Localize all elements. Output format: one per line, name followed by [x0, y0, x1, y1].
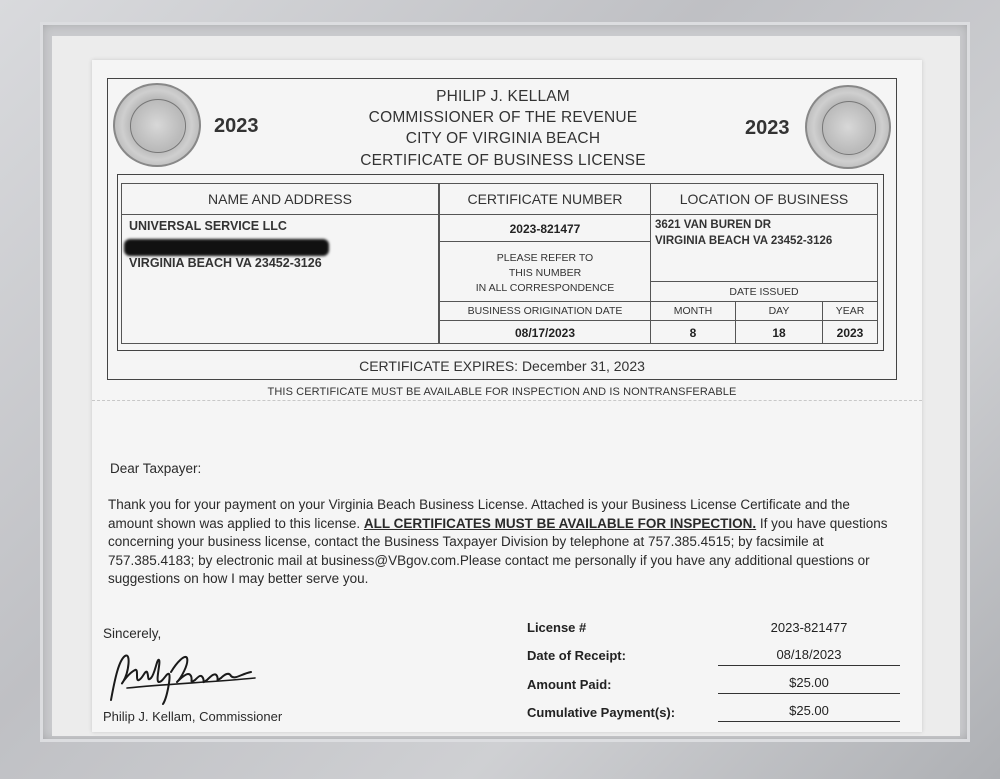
letter-greeting: Dear Taxpayer: [110, 461, 202, 476]
header-commissioner-title: COMMISSIONER OF THE REVENUE [368, 109, 638, 126]
date-of-receipt-label: Date of Receipt: [527, 648, 626, 663]
handwritten-signature-icon [105, 648, 265, 708]
amount-paid-value: $25.00 [789, 675, 829, 690]
letter-body [108, 496, 888, 589]
letter-closing: Sincerely, [103, 626, 162, 641]
header-certificate-title: CERTIFICATE OF BUSINESS LICENSE [360, 152, 646, 169]
license-number-value: 2023-821477 [770, 620, 848, 635]
refer-notice-line1: PLEASE REFER TO [496, 252, 594, 264]
name-address-header: NAME AND ADDRESS [121, 183, 439, 215]
certificate-year-right: 2023 [745, 117, 790, 139]
redacted-street-address [124, 239, 329, 256]
signer-name: Philip J. Kellam, Commissioner [103, 709, 283, 724]
business-name: UNIVERSAL SERVICE LLC [129, 219, 287, 233]
certificate-number-header: CERTIFICATE NUMBER [439, 183, 651, 215]
date-issued-label: DATE ISSUED [650, 281, 878, 302]
origination-date-label: BUSINESS ORIGINATION DATE [439, 301, 651, 321]
origination-date-value: 08/17/2023 [439, 320, 651, 344]
date-issued-year-label: YEAR [822, 301, 878, 321]
date-issued-month: 8 [650, 320, 736, 344]
header-commissioner-name: PHILIP J. KELLAM [436, 88, 570, 105]
certificate-number-value: 2023-821477 [439, 214, 651, 242]
date-issued-month-label: MONTH [650, 301, 736, 321]
license-number-label: License # [527, 620, 587, 635]
date-issued-year: 2023 [822, 320, 878, 344]
location-header: LOCATION OF BUSINESS [650, 183, 878, 215]
header-city: CITY OF VIRGINIA BEACH [405, 130, 601, 147]
location-city-line: VIRGINIA BEACH VA 23452-3126 [655, 235, 833, 247]
refer-notice-line2: THIS NUMBER [508, 267, 582, 279]
certificate-year-left: 2023 [214, 115, 259, 137]
letter-body-part2: If you have questions concerning your business license, contact the Business Taxpayer Division by telephone at 757.385.4515; by facsimile at 757.385.4183; by electronic mail at business@VBgov.com.Please contact me personally if you have any additional questions or suggestions on how I may better serve you. [108, 515, 888, 586]
amount-paid-underline [718, 693, 900, 694]
perforation-line [92, 400, 922, 401]
date-issued-day-label: DAY [735, 301, 823, 321]
letter-body-emphasis: ALL CERTIFICATES MUST BE AVAILABLE FOR INSPECTION. [363, 515, 757, 531]
inspection-notice: THIS CERTIFICATE MUST BE AVAILABLE FOR INSPECTION AND IS NONTRANSFERABLE [267, 386, 737, 398]
cumulative-payment-value: $25.00 [789, 703, 829, 718]
cumulative-payment-label: Cumulative Payment(s): [527, 705, 676, 720]
business-city-line: VIRGINIA BEACH VA 23452-3126 [129, 256, 322, 270]
refer-notice-line3: IN ALL CORRESPONDENCE [475, 282, 615, 294]
certificate-expiration: CERTIFICATE EXPIRES: December 31, 2023 [359, 358, 645, 374]
date-of-receipt-value: 08/18/2023 [776, 647, 842, 662]
date-of-receipt-underline [718, 665, 900, 666]
virginia-beach-city-seal-icon [805, 85, 891, 169]
virginia-state-seal-icon [113, 83, 201, 167]
location-street: 3621 VAN BUREN DR [655, 219, 772, 231]
amount-paid-label: Amount Paid: [527, 677, 612, 692]
letter-body-part1: Thank you for your payment on your Virginia Beach Business License. Attached is your Business License Certificate and the amount shown was applied to this license. [108, 497, 850, 531]
date-issued-day: 18 [735, 320, 823, 344]
cumulative-payment-underline [718, 721, 900, 722]
name-address-cell [121, 214, 439, 344]
